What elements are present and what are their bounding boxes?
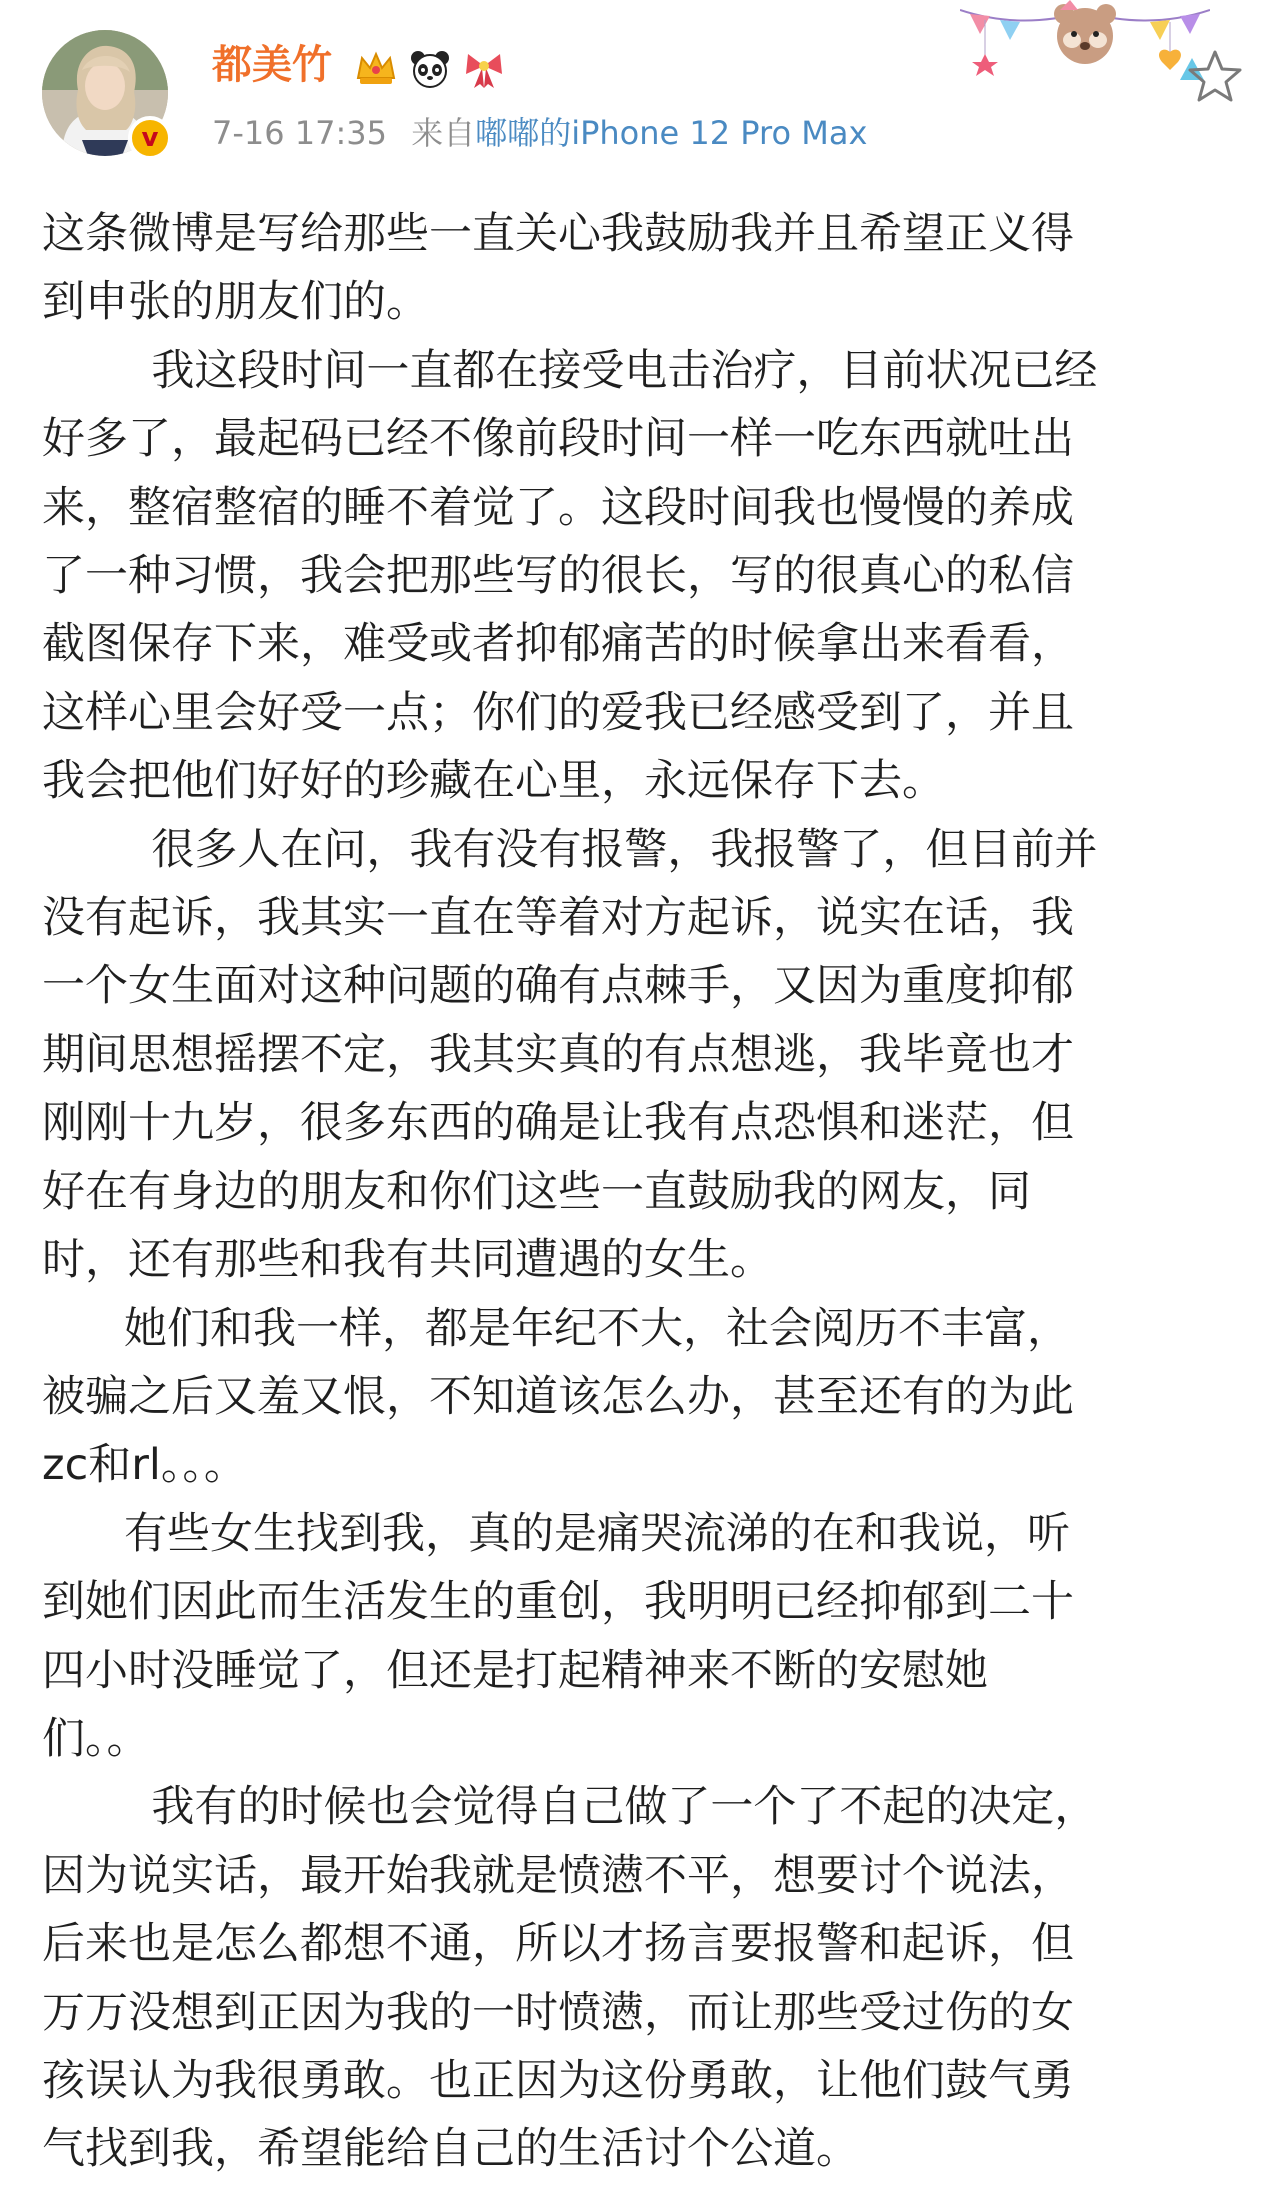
post-meta bbox=[212, 110, 867, 156]
post-paragraph: 很多人在问，我有没有报警，我报警了，但目前并 没有起诉，我其实一直在等着对方起诉，说实在话，我 一个女生面对这种问题的确有点棘手，又因为重度抑郁 期间思想摇摆不定，我其实真的有点想逃，我毕竟也才 刚刚十九岁，很多东西的确是让我有点恐惧和迷茫，但 好在有身边的朋友和你们这些一直鼓励我的网友，同 时，还有那些和我有共同遭遇的女生。 bbox=[42, 824, 1098, 1286]
post-paragraph: 有些女生找到我，真的是痛哭流涕的在和我说，听 到她们因此而生活发生的重创，我明明已经抑郁到二十 四小时没睡觉了，但还是打起精神来不断的安慰她 们。。 bbox=[42, 1508, 1074, 1764]
verified-badge-icon: v bbox=[128, 116, 172, 160]
crown-icon[interactable] bbox=[352, 44, 400, 92]
post-body bbox=[42, 200, 1242, 2184]
from-label: 来自 bbox=[411, 114, 476, 152]
post-source-link[interactable]: 嘟嘟的iPhone 12 Pro Max bbox=[475, 114, 868, 152]
username[interactable]: 都美竹 bbox=[212, 42, 332, 88]
user-badges bbox=[352, 44, 508, 92]
bear-bunting-decoration bbox=[960, 0, 1210, 90]
bow-icon[interactable] bbox=[460, 44, 508, 92]
post-timestamp: 7-16 17:35 bbox=[212, 114, 388, 152]
panda-icon[interactable] bbox=[406, 44, 454, 92]
post-paragraph: 她们和我一样，都是年纪不大，社会阅历不丰富， 被骗之后又羞又恨，不知道该怎么办，甚至还有的为此 zc和rl。。。 bbox=[42, 1303, 1074, 1491]
post-paragraph: 这条微博是写给那些一直关心我鼓励我并且希望正义得 到申张的朋友们的。 bbox=[42, 209, 1074, 328]
post-header bbox=[0, 0, 1284, 170]
post-paragraph: 我这段时间一直都在接受电击治疗，目前状况已经 好多了，最起码已经不像前段时间一样一吃东西就吐出 来，整宿整宿的睡不着觉了。这段时间我也慢慢的养成 了一种习惯，我会把那些写的很长，写的很真心的私信 截图保存下来，难受或者抑郁痛苦的时候拿出来看看， 这样心里会好受一点；你们的爱我已经感受到了，并且 我会把他们好好的珍藏在心里，永远保存下去。 bbox=[42, 345, 1098, 807]
post-paragraph: 我有的时候也会觉得自己做了一个了不起的决定， 因为说实话，最开始我就是愤懑不平，想要讨个说法， 后来也是怎么都想不通，所以才扬言要报警和起诉，但 万万没想到正因为我的一时愤懑，而让那些受过伤的女 孩误认为我很勇敢。也正因为这份勇敢，让他们鼓气勇 气找到我，希望能给自己的生活讨个公道。 bbox=[42, 1782, 1098, 2175]
star-icon[interactable] bbox=[1184, 46, 1246, 108]
